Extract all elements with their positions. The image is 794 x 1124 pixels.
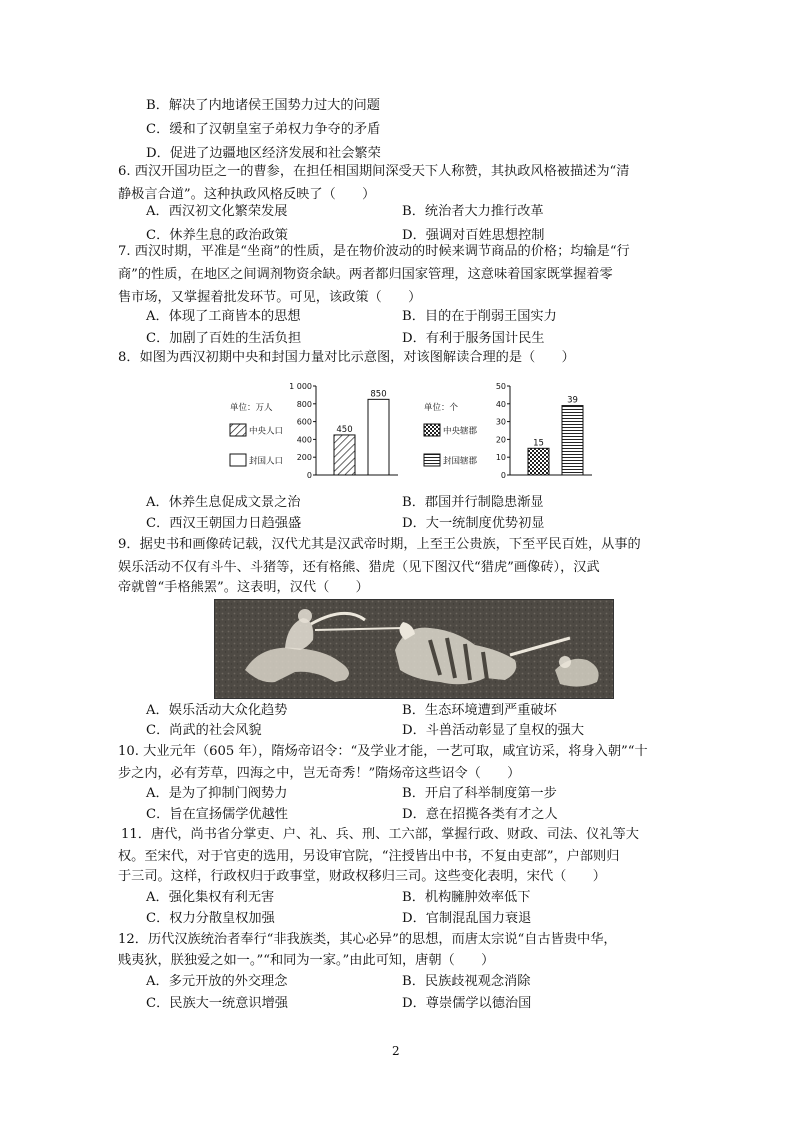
q12-option-c: C．民族大一统意识增强: [146, 996, 288, 1011]
q12-options-row1: [146, 973, 531, 991]
q9-stem-line1: 9．据史书和画像砖记载，汉代尤其是汉武帝时期，上至王公贵族，下至平民百姓，从事的: [118, 537, 641, 552]
q9-options-row1: [146, 702, 557, 720]
hunting-tiger-brick-relief-image: [214, 599, 614, 699]
y-tick-label: 1 000: [289, 382, 312, 391]
q7-stem-line1: 7. 西汉时期，平准是“坐商”的性质，是在物价波动的时候来调节商品的价格；均输是“行: [118, 244, 630, 259]
legend-label: 封国人口: [249, 456, 284, 467]
bar: [562, 406, 583, 475]
q7-option-c: C．加剧了百姓的生活负担: [146, 331, 302, 346]
q11-option-b: B．机构臃肿效率低下: [402, 890, 531, 905]
bar: [368, 399, 389, 475]
q11-option-a: A．强化集权有利无害: [146, 890, 275, 905]
q11-options-row1: [146, 889, 531, 907]
q10-options-row2: [146, 806, 558, 824]
legend-label: 中央人口: [249, 426, 284, 437]
legend-swatch: [230, 424, 246, 436]
q6-option-b: B．统治者大力推行改革: [402, 204, 544, 219]
q8-option-d: D．大一统制度优势初显: [402, 516, 545, 531]
tiger-hunt-relief-drawing: [215, 600, 613, 698]
q10-option-b: B．开启了科举制度第一步: [402, 786, 557, 801]
commandery-chart: [416, 378, 596, 480]
chart-unit-label: 单位：个: [424, 403, 459, 413]
q8-option-b: B．郡国并行制隐患渐显: [402, 495, 544, 510]
legend-label: 封国辖郡: [443, 456, 478, 467]
legend-label: 中央辖郡: [443, 426, 478, 437]
q12-stem-line1: 12．历代汉族统治者奉行“非我族类，其心必异”的思想，而唐太宗说“自古皆贵中华，: [118, 932, 617, 947]
q9-option-c: C．尚武的社会风貌: [146, 723, 262, 738]
q7-options-row1: [146, 308, 557, 326]
y-tick-label: 20: [495, 435, 506, 445]
q5-option-b: B．解决了内地诸侯王国势力过大的问题: [146, 98, 380, 113]
q8-option-c: C．西汉王朝国力日趋强盛: [146, 516, 302, 531]
q7-option-a: A．体现了工商皆本的思想: [146, 309, 301, 324]
q11-stem-line1: 11．唐代，尚书省分掌吏、户、礼、兵、刑、工六部，掌握行政、财政、司法、仪礼等大: [121, 827, 639, 842]
q8-option-a: A．休养生息促成文景之治: [146, 495, 301, 510]
q7-stem-line2: 商”的性质，在地区之间调剂物资余缺。两者都归国家管理，这意味着国家既掌握着零: [118, 267, 613, 282]
y-tick-label: 10: [495, 453, 506, 463]
q8-stem: 8．如图为西汉初期中央和封国力量对比示意图，对该图解读合理的是（ ）: [118, 350, 575, 365]
bar: [334, 435, 355, 475]
q6-options-row1: [146, 203, 544, 221]
q5-option-c: C．缓和了汉朝皇室子弟权力争夺的矛盾: [146, 122, 381, 137]
legend-swatch: [424, 424, 440, 436]
q7-options-row2: [146, 330, 545, 348]
q11-option-d: D．官制混乱国力衰退: [402, 911, 532, 926]
q11-stem-line3: 于三司。这样，行政权归于政事堂，财政权移归三司。这些变化表明，宋代（ ）: [118, 869, 606, 884]
q12-option-d: D．尊崇儒学以德治国: [402, 996, 532, 1011]
q6-stem-line1: 6. 西汉开国功臣之一的曹参，在担任相国期间深受天下人称赞，其执政风格被描述为“清: [118, 164, 630, 179]
population-chart: [222, 378, 402, 480]
q10-option-a: A．是为了抑制门阀势力: [146, 786, 288, 801]
bar-data-label: 450: [336, 424, 353, 435]
q9-option-b: B．生态环境遭到严重破坏: [402, 703, 557, 718]
q8-options-row1: [146, 494, 544, 512]
q12-stem-line2: 贱夷狄，朕独爱之如一。”“和同为一家。”由此可知，唐朝（ ）: [118, 953, 495, 968]
q9-option-a: A．娱乐活动大众化趋势: [146, 703, 288, 718]
q6-option-d: D．强调对百姓思想控制: [402, 228, 545, 243]
bar: [528, 448, 549, 475]
q6-option-a: A．西汉初文化繁荣发展: [146, 204, 288, 219]
q7-option-d: D．有利于服务国计民生: [402, 331, 545, 346]
q10-option-d: D．意在招揽各类有才之人: [402, 807, 558, 822]
y-tick-label: 0: [500, 471, 506, 480]
q12-options-row2: [146, 995, 532, 1013]
q10-options-row1: [146, 785, 557, 803]
legend-swatch: [230, 454, 246, 466]
q12-option-a: A．多元开放的外交理念: [146, 974, 288, 989]
q9-option-d: D．斗兽活动彰显了皇权的强大: [402, 723, 585, 738]
q7-stem-line3: 售市场，又掌握着批发环节。可见，该政策（ ）: [118, 290, 422, 305]
q11-option-c: C．权力分散皇权加强: [146, 911, 275, 926]
q9-options-row2: [146, 722, 585, 740]
q9-stem-line2: 娱乐活动不仅有斗牛、斗猪等，还有格熊、猎虎（见下图汉代“猎虎”画像砖），汉武: [118, 560, 600, 575]
y-tick-label: 50: [495, 382, 506, 391]
q6-option-c: C．休养生息的政治政策: [146, 228, 288, 243]
q10-stem-line1: 10. 大业元年（605 年），隋炀帝诏令：“及学业才能，一艺可取，咸宜访采，将身入朝”“十: [118, 744, 648, 759]
q8-options-row2: [146, 515, 545, 533]
q7-option-b: B．目的在于削弱王国实力: [402, 309, 557, 324]
y-tick-label: 40: [495, 399, 506, 409]
q9-stem-line3: 帝就曾“手格熊罴”。这表明，汉代（ ）: [118, 580, 369, 595]
q11-options-row2: [146, 910, 532, 928]
q12-option-b: B．民族歧视观念消除: [402, 974, 531, 989]
legend-swatch: [424, 454, 440, 466]
q5-option-d: D．促进了边疆地区经济发展和社会繁荣: [146, 146, 381, 161]
page-number: 2: [392, 1044, 400, 1058]
y-tick-label: 600: [296, 417, 312, 427]
q6-stem-line2: 静极言合道”。这种执政风格反映了（ ）: [118, 187, 376, 202]
y-tick-label: 400: [296, 435, 312, 445]
bar-data-label: 15: [533, 438, 544, 449]
chart-unit-label: 单位：万人: [230, 403, 273, 413]
q11-stem-line2: 权。至宋代，对于官吏的选用，另设审官院，“注授皆出中书，不复由吏部”，户部则归: [118, 849, 620, 864]
y-tick-label: 800: [296, 399, 312, 409]
bar-data-label: 39: [567, 395, 578, 406]
y-tick-label: 30: [495, 417, 506, 427]
q10-option-c: C．旨在宣扬儒学优越性: [146, 807, 288, 822]
y-tick-label: 0: [306, 471, 312, 480]
q10-stem-line2: 步之内，必有芳草，四海之中，岂无奇秀！”隋炀帝这些诏令（ ）: [118, 766, 521, 781]
bar-data-label: 850: [370, 389, 387, 400]
y-tick-label: 200: [296, 453, 312, 463]
